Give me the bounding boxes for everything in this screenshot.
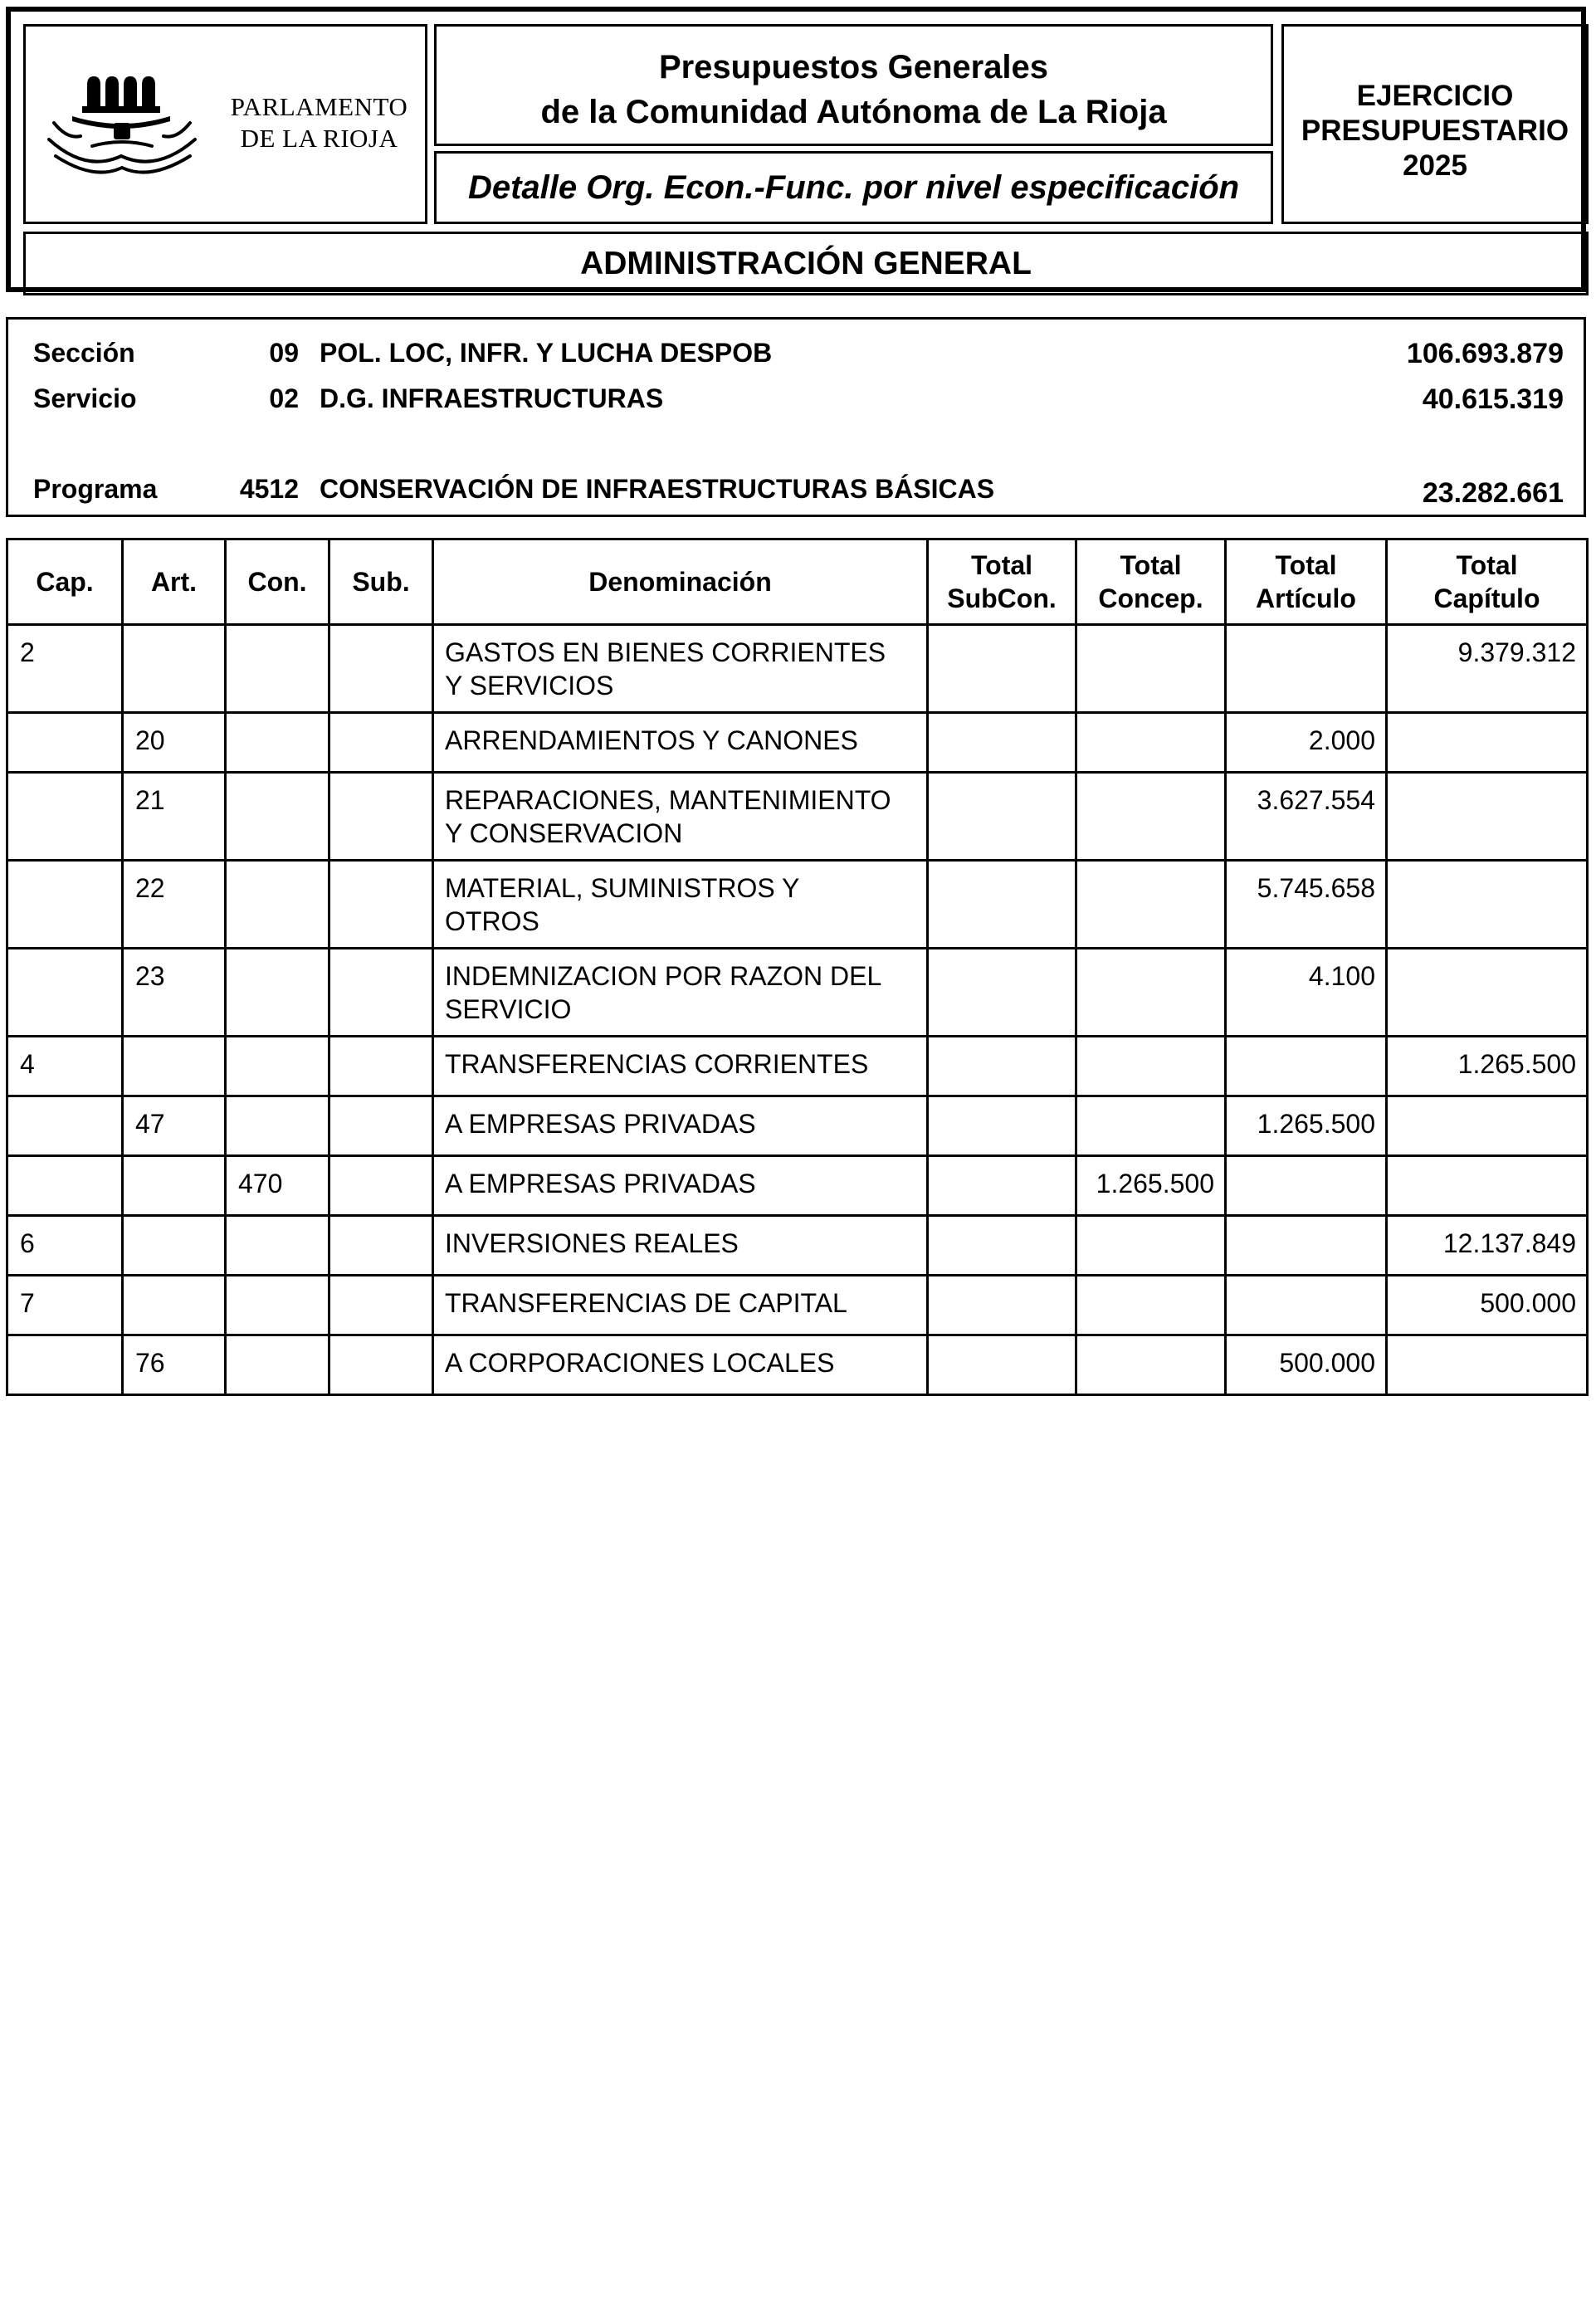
denominacion-line: Y CONSERVACION [445, 818, 683, 848]
cell-total-capitulo [1387, 1096, 1588, 1156]
denominacion-line: OTROS [445, 906, 539, 936]
cell-total-subcon [928, 773, 1076, 861]
cell-sub [329, 1335, 433, 1395]
cell-denominacion [433, 1276, 928, 1335]
denominacion-line: SERVICIO [445, 994, 572, 1024]
col-header-denominacion: Denominación [433, 539, 928, 625]
col-header-total-capitulo [1387, 539, 1588, 625]
servicio-row [8, 383, 1584, 417]
cell-total-articulo: 4.100 [1226, 949, 1387, 1037]
col-header-total-articulo-line-2: Artículo [1256, 583, 1356, 613]
cell-con [226, 625, 329, 713]
programa-amount: 23.282.661 [1422, 477, 1564, 509]
cell-total-concep [1076, 1096, 1226, 1156]
denominacion-line: A EMPRESAS PRIVADAS [445, 1169, 756, 1198]
cell-total-subcon [928, 1216, 1076, 1276]
cell-total-capitulo [1387, 1335, 1588, 1395]
cell-total-subcon [928, 625, 1076, 713]
cell-total-articulo [1226, 625, 1387, 713]
table-row [7, 1156, 1588, 1216]
table-row [7, 1096, 1588, 1156]
cell-con [226, 1276, 329, 1335]
cell-art [123, 1037, 226, 1096]
col-header-total-capitulo-line-2: Capítulo [1433, 583, 1540, 613]
cell-con [226, 1335, 329, 1395]
logo-line-1: PARLAMENTO [230, 92, 408, 121]
denominacion-line: Y SERVICIOS [445, 671, 614, 700]
col-header-total-subcon-line-2: SubCon. [947, 583, 1057, 613]
seccion-name: POL. LOC, INFR. Y LUCHA DESPOB [320, 338, 773, 368]
cell-denominacion [433, 949, 928, 1037]
table-row [7, 1335, 1588, 1395]
seccion-label: Sección [33, 338, 135, 368]
cell-denominacion [433, 1216, 928, 1276]
cell-total-articulo: 500.000 [1226, 1335, 1387, 1395]
denominacion-line: GASTOS EN BIENES CORRIENTES [445, 637, 886, 667]
table-row [7, 713, 1588, 773]
cell-denominacion [433, 1156, 928, 1216]
cell-total-concep: 1.265.500 [1076, 1156, 1226, 1216]
cell-cap: 7 [7, 1276, 123, 1335]
cell-total-capitulo: 1.265.500 [1387, 1037, 1588, 1096]
cell-con [226, 713, 329, 773]
section-panel [23, 232, 1589, 295]
title-line-1: Presupuestos Generales [658, 49, 1049, 85]
cell-total-concep [1076, 1037, 1226, 1096]
cell-total-articulo [1226, 1276, 1387, 1335]
denominacion-line: INDEMNIZACION POR RAZON DEL [445, 961, 882, 991]
cell-sub [329, 1276, 433, 1335]
cell-con [226, 1037, 329, 1096]
cell-con [226, 773, 329, 861]
servicio-name: D.G. INFRAESTRUCTURAS [320, 383, 664, 413]
exercise-line-2: PRESUPUESTARIO [1301, 115, 1569, 147]
cell-total-capitulo [1387, 1156, 1588, 1216]
document-subtitle: Detalle Org. Econ.-Func. por nivel especificación [467, 169, 1240, 206]
denominacion-line: MATERIAL, SUMINISTROS Y [445, 873, 800, 903]
denominacion-line: INVERSIONES REALES [445, 1228, 739, 1258]
cell-total-articulo [1226, 1037, 1387, 1096]
logo-line-2: DE LA RIOJA [240, 124, 398, 153]
cell-cap: 4 [7, 1037, 123, 1096]
cell-art [123, 1276, 226, 1335]
col-header-sub: Sub. [329, 539, 433, 625]
cell-cap: 6 [7, 1216, 123, 1276]
cell-cap [7, 949, 123, 1037]
programa-name: CONSERVACIÓN DE INFRAESTRUCTURAS BÁSICAS [320, 474, 995, 504]
col-header-total-concep-line-2: Concep. [1098, 583, 1203, 613]
denominacion-line: REPARACIONES, MANTENIMIENTO [445, 785, 891, 815]
cell-denominacion [433, 625, 928, 713]
cell-total-subcon [928, 949, 1076, 1037]
seccion-code: 09 [269, 338, 299, 368]
parliament-name [213, 91, 425, 154]
cell-total-concep [1076, 1216, 1226, 1276]
cell-total-articulo [1226, 1216, 1387, 1276]
cell-total-subcon [928, 713, 1076, 773]
table-row [7, 773, 1588, 861]
cell-art: 20 [123, 713, 226, 773]
cell-con [226, 1216, 329, 1276]
table-row [7, 1216, 1588, 1276]
exercise-panel [1281, 24, 1589, 224]
exercise-year: 2025 [1403, 149, 1467, 182]
col-header-total-concep-line-1: Total [1120, 550, 1182, 580]
cell-total-capitulo [1387, 949, 1588, 1037]
cell-total-capitulo [1387, 861, 1588, 949]
cell-total-capitulo: 12.137.849 [1387, 1216, 1588, 1276]
exercise-line-1: EJERCICIO [1356, 80, 1514, 112]
cell-art: 76 [123, 1335, 226, 1395]
cell-sub [329, 861, 433, 949]
cell-sub [329, 1096, 433, 1156]
cell-denominacion [433, 1335, 928, 1395]
programa-row [8, 474, 1584, 507]
table-row [7, 1276, 1588, 1335]
parliament-logo-icon [44, 70, 210, 186]
cell-art: 21 [123, 773, 226, 861]
cell-total-concep [1076, 1335, 1226, 1395]
col-header-con: Con. [226, 539, 329, 625]
cell-total-subcon [928, 1156, 1076, 1216]
cell-cap [7, 713, 123, 773]
cell-total-articulo: 3.627.554 [1226, 773, 1387, 861]
servicio-amount: 40.615.319 [1422, 383, 1564, 415]
servicio-label: Servicio [33, 383, 137, 413]
cell-art [123, 1216, 226, 1276]
cell-total-articulo [1226, 1156, 1387, 1216]
cell-total-concep [1076, 861, 1226, 949]
cell-total-subcon [928, 1335, 1076, 1395]
cell-art: 22 [123, 861, 226, 949]
cell-con [226, 949, 329, 1037]
cell-art [123, 1156, 226, 1216]
cell-cap [7, 1096, 123, 1156]
section-title: ADMINISTRACIÓN GENERAL [580, 246, 1032, 281]
cell-total-capitulo [1387, 713, 1588, 773]
budget-table [6, 538, 1589, 1396]
cell-art [123, 625, 226, 713]
cell-sub [329, 625, 433, 713]
programa-label: Programa [33, 474, 158, 504]
table-row [7, 861, 1588, 949]
cell-sub [329, 713, 433, 773]
document-title [437, 45, 1271, 134]
col-header-total-subcon [928, 539, 1076, 625]
cell-cap [7, 1335, 123, 1395]
denominacion-line: TRANSFERENCIAS CORRIENTES [445, 1049, 869, 1079]
col-header-cap: Cap. [7, 539, 123, 625]
cell-total-articulo: 1.265.500 [1226, 1096, 1387, 1156]
cell-denominacion [433, 773, 928, 861]
cell-total-concep [1076, 1276, 1226, 1335]
cell-art: 23 [123, 949, 226, 1037]
denominacion-line: TRANSFERENCIAS DE CAPITAL [445, 1288, 847, 1318]
title-line-2: de la Comunidad Autónoma de La Rioja [540, 94, 1167, 130]
cell-con [226, 861, 329, 949]
document-header [6, 7, 1586, 292]
cell-total-concep [1076, 949, 1226, 1037]
table-row [7, 625, 1588, 713]
cell-denominacion [433, 861, 928, 949]
denominacion-line: A CORPORACIONES LOCALES [445, 1348, 835, 1378]
title-panel [434, 24, 1273, 146]
cell-cap [7, 773, 123, 861]
servicio-code: 02 [269, 383, 299, 413]
cell-sub [329, 1216, 433, 1276]
table-header-row [7, 539, 1588, 625]
cell-total-concep [1076, 713, 1226, 773]
col-header-total-articulo [1226, 539, 1387, 625]
cell-cap: 2 [7, 625, 123, 713]
logo-panel [23, 24, 427, 224]
organization-info [6, 317, 1586, 517]
cell-total-articulo: 5.745.658 [1226, 861, 1387, 949]
cell-art: 47 [123, 1096, 226, 1156]
cell-sub [329, 1037, 433, 1096]
denominacion-line: A EMPRESAS PRIVADAS [445, 1109, 756, 1139]
cell-sub [329, 949, 433, 1037]
col-header-total-concep [1076, 539, 1226, 625]
budget-year-label [1284, 79, 1586, 183]
cell-total-concep [1076, 773, 1226, 861]
cell-total-capitulo: 500.000 [1387, 1276, 1588, 1335]
cell-sub [329, 1156, 433, 1216]
cell-denominacion [433, 713, 928, 773]
col-header-total-capitulo-line-1: Total [1456, 550, 1518, 580]
table-row [7, 949, 1588, 1037]
programa-code: 4512 [239, 474, 299, 504]
cell-total-subcon [928, 861, 1076, 949]
cell-con: 470 [226, 1156, 329, 1216]
cell-total-subcon [928, 1096, 1076, 1156]
seccion-row [8, 338, 1584, 371]
cell-cap [7, 861, 123, 949]
cell-total-articulo: 2.000 [1226, 713, 1387, 773]
col-header-total-articulo-line-1: Total [1275, 550, 1337, 580]
col-header-total-subcon-line-1: Total [970, 550, 1033, 580]
cell-con [226, 1096, 329, 1156]
denominacion-line: ARRENDAMIENTOS Y CANONES [445, 725, 858, 755]
cell-denominacion [433, 1037, 928, 1096]
cell-sub [329, 773, 433, 861]
table-row [7, 1037, 1588, 1096]
cell-total-capitulo: 9.379.312 [1387, 625, 1588, 713]
cell-total-subcon [928, 1037, 1076, 1096]
subtitle-panel [434, 151, 1273, 224]
cell-total-subcon [928, 1276, 1076, 1335]
cell-denominacion [433, 1096, 928, 1156]
seccion-amount: 106.693.879 [1406, 338, 1564, 369]
cell-total-capitulo [1387, 773, 1588, 861]
cell-cap [7, 1156, 123, 1216]
budget-table-body [7, 625, 1588, 1395]
cell-total-concep [1076, 625, 1226, 713]
col-header-art: Art. [123, 539, 226, 625]
